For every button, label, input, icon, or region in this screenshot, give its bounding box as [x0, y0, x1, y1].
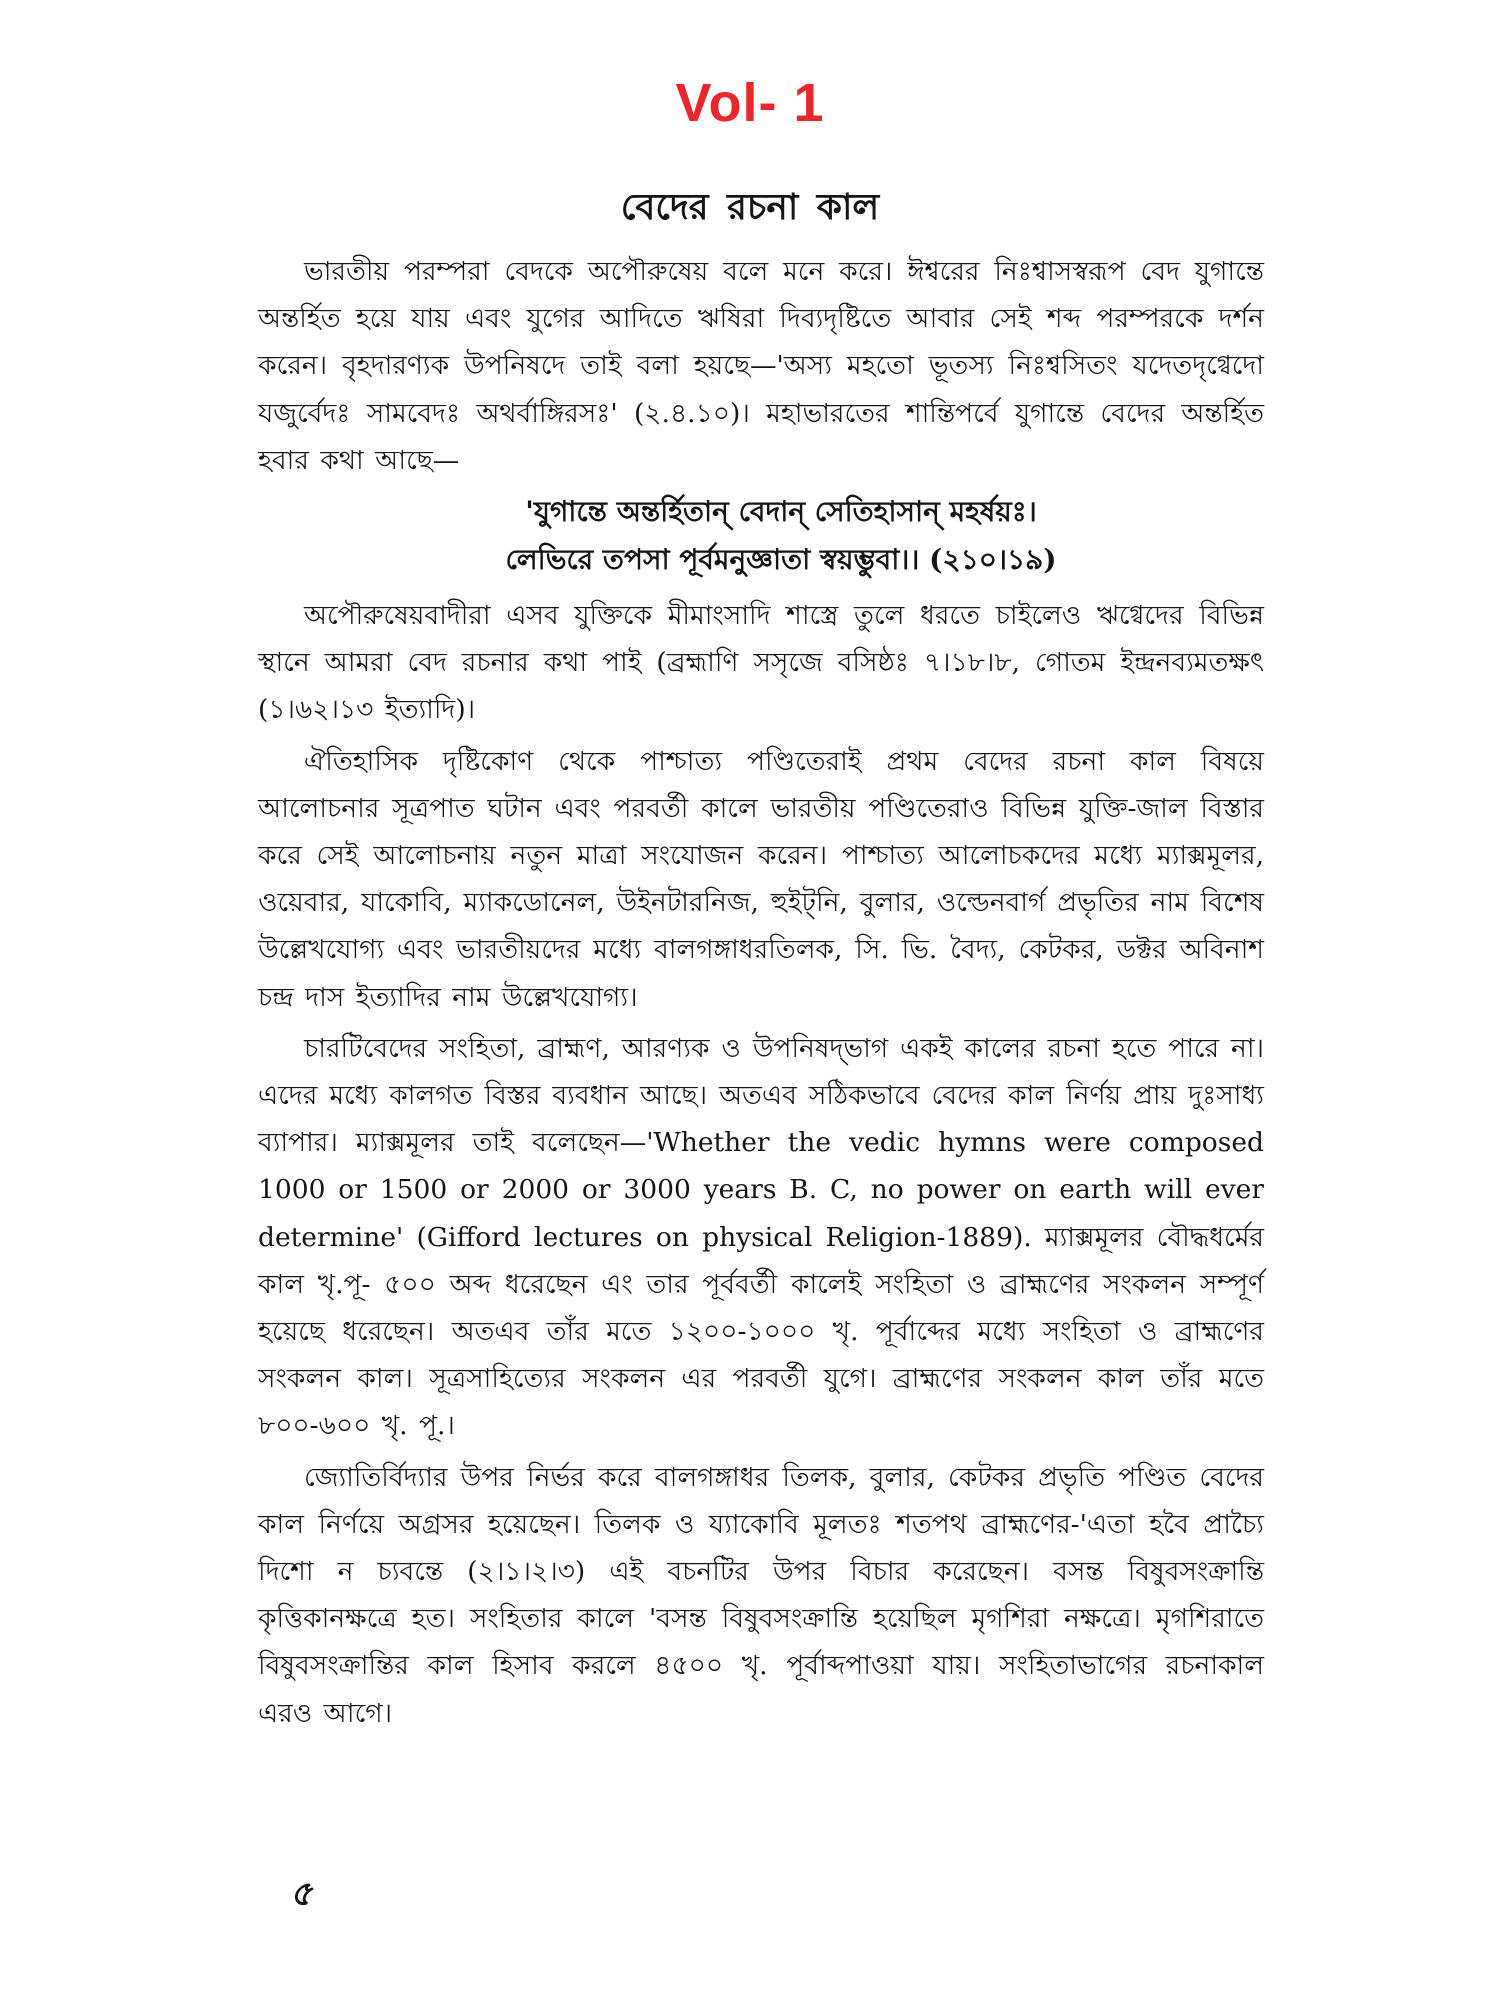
- verse-quote: [258, 488, 1264, 584]
- paragraph-4: চারটিবেদের সংহিতা, ব্রাহ্মণ, আরণ্যক ও উপনিষদ্‌ভাগ একই কালের রচনা হতে পারে না। এদের মধ্যে কালগত বিস্তর ব্যবধান আছে। অতএব সঠিকভাবে বেদের কাল নির্ণয় প্রায় দুঃসাধ্য ব্যাপার। ম্যাক্সমূলর তাই বলেছেন—'Whether the vedic hymns were composed 1000 or 1500 or 2000 or 3000 years B. C, no power on earth will ever determine' (Gifford lectures on physical Religion-1889). ম্যাক্সমূলর বৌদ্ধধর্মের কাল খৃ.পূ- ৫০০ অব্দ ধরেছেন এং তার পূর্ববর্তী কালেই সংহিতা ও ব্রাহ্মণের সংকলন সম্পূর্ণ হয়েছে ধরেছেন। অতএব তাঁর মতে ১২০০-১০০০ খৃ. পূর্বাব্দের মধ্যে সংহিতা ও ব্রাহ্মণের সংকলন কাল। সূত্রসাহিত্যের সংকলন এর পরবর্তী যুগে। ব্রাহ্মণের সংকলন কাল তাঁর মতে ৮০০-৬০০ খৃ. পূ.।: [258, 1032, 1264, 1442]
- verse-line-1: 'যুগান্তে অন্তর্হিতান্ বেদান্ সেতিহাসান্ মহর্ষয়ঃ।: [525, 495, 1037, 529]
- paragraph-3: ঐতিহাসিক দৃষ্টিকোণ থেকে পাশ্চাত্য পণ্ডিতেরাই প্রথম বেদের রচনা কাল বিষয়ে আলোচনার সূত্রপাত ঘটান এবং পরবর্তী কালে ভারতীয় পণ্ডিতেরাও বিভিন্ন যুক্তি-জাল বিস্তার করে সেই আলোচনায় নতুন মাত্রা সংযোজন করেন। পাশ্চাত্য আলোচকদের মধ্যে ম্যাক্সমূলর, ওয়েবার, যাকোবি, ম্যাকডোনেল, উইনটারনিজ, হুইট্‌নি, বুলার, ওল্ডেনবার্গ প্রভৃতির নাম বিশেষ উল্লেখযোগ্য এবং ভারতীয়দের মধ্যে বালগঙ্গাধরতিলক, সি. ভি. বৈদ্য, কেটকর, ডক্টর অবিনাশ চন্দ্র দাস ইত্যাদির নাম উল্লেখযোগ্য।: [258, 745, 1264, 1013]
- chapter-title: বেদের রচনা কাল: [620, 186, 880, 228]
- paragraph-5: জ্যোতির্বিদ্যার উপর নির্ভর করে বালগঙ্গাধর তিলক, বুলার, কেটকর প্রভৃতি পণ্ডিত বেদের কাল নির্ণয়ে অগ্রসর হয়েছেন। তিলক ও য্যাকোবি মূলতঃ শতপথ ব্রাহ্মণের-'এতা হবৈ প্রাচ্যৈ দিশো ন চ্যবন্তে (২।১।২।৩) এই বচনটির উপর বিচার করেছেন। বসন্ত বিষুবসংক্রান্তি কৃত্তিকানক্ষত্রে হত। সংহিতার কালে 'বসন্ত বিষুবসংক্রান্তি হয়েছিল মৃগশিরা নক্ষত্রে। মৃগশিরাতে বিষুবসংক্রান্তির কাল হিসাব করলে ৪৫০০ খৃ. পূর্বাব্দপাওয়া যায়। সংহিতাভাগের রচনাকাল এরও আগে।: [258, 1461, 1264, 1729]
- page-number: ৫: [290, 1874, 313, 1914]
- volume-label: Vol- 1: [675, 73, 825, 133]
- paragraph-1: ভারতীয় পরম্পরা বেদকে অপৌরুষেয় বলে মনে করে। ঈশ্বরের নিঃশ্বাসস্বরূপ বেদ যুগান্তে অন্তর্হিত হয়ে যায় এবং যুগের আদিতে ঋষিরা দিব্যদৃষ্টিতে আবার সেই শব্দ পরম্পরকে দর্শন করেন। বৃহদারণ্যক উপনিষদে তাই বলা হয়ছে—'অস্য মহতো ভূতস্য নিঃশ্বসিতং যদেতদৃগ্বেদো যজুর্বেদঃ সামবেদঃ অথর্বাঙ্গিরসঃ' (২.৪.১০)। মহাভারতের শান্তিপর্বে যুগান্তে বেদের অন্তর্হিত হবার কথা আছে—: [258, 256, 1264, 476]
- body-text: [258, 248, 1264, 1741]
- verse-line-2: লেভিরে তপসা পূর্বমনুজ্ঞাতা স্বয়ম্ভুবা।। (২১০।১৯): [505, 543, 1057, 577]
- paragraph-2: অপৌরুষেয়বাদীরা এসব যুক্তিকে মীমাংসাদি শাস্ত্রে তুলে ধরতে চাইলেও ঋগ্বেদের বিভিন্ন স্থানে আমরা বেদ রচনার কথা পাই (ব্রহ্মাণি সসৃজে বসিষ্ঠঃ ৭।১৮।৮, গোতম ইন্দ্রনব্যমতক্ষৎ (১।৬২।১৩ ইত্যাদি)।: [258, 600, 1264, 726]
